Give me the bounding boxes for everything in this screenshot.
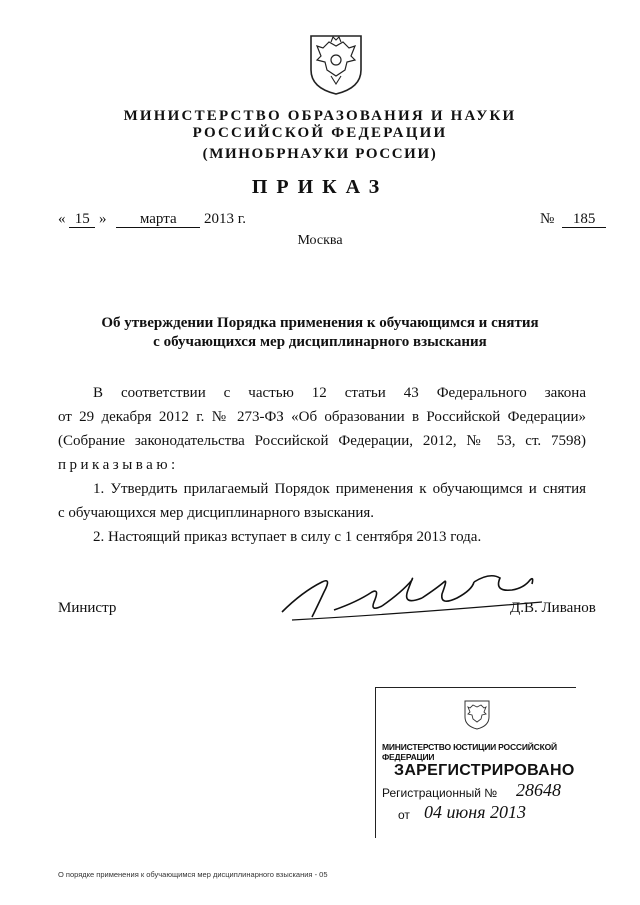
order-number (540, 211, 606, 228)
body-line-1: В соответствии с частью 12 статьи 43 Федерального закона (93, 385, 586, 401)
stamp-date-label: от (398, 808, 410, 822)
quote-open: « (58, 211, 66, 227)
order-body (58, 381, 586, 549)
order-date (58, 211, 246, 228)
document-type-title: ПРИКАЗ (251, 176, 389, 198)
handwritten-signature (262, 562, 562, 632)
coat-of-arms-icon (305, 30, 367, 96)
order-title (0, 314, 640, 352)
ministry-short-name: (МИНОБРНАУКИ РОССИИ) (202, 146, 438, 162)
ministry-name-line1: МИНИСТЕРСТВО ОБРАЗОВАНИЯ И НАУКИ (123, 108, 517, 124)
body-line-3: (Собрание законодательства Российской Федерации, 2012, № 53, ст. 7598) (58, 433, 586, 449)
stamp-date-value: 04 июня 2013 (424, 802, 526, 822)
order-title-line2: с обучающихся мер дисциплинарного взыскания (153, 334, 487, 350)
order-title-line1: Об утверждении Порядка применения к обучающимся и снятия (101, 315, 539, 331)
body-line-2: от 29 декабря 2012 г. № 273-ФЗ «Об образовании в Российской Федерации» (58, 409, 586, 425)
order-day: 15 (69, 212, 95, 228)
stamp-reg-number: 28648 (516, 780, 561, 800)
stamp-emblem-icon (462, 698, 492, 730)
signatory-name: Д.В. Ливанов (510, 600, 596, 616)
body-line-4: приказываю: (58, 457, 179, 473)
stamp-department: МИНИСТЕРСТВО ЮСТИЦИИ РОССИЙСКОЙ ФЕДЕРАЦИИ (382, 742, 557, 762)
order-month: марта (116, 212, 200, 228)
number-label: № (540, 211, 555, 227)
footer-note: О порядке применения к обучающимся мер дисциплинарного взыскания - 05 (58, 870, 328, 879)
item-2: 2. Настоящий приказ вступает в силу с 1 сентября 2013 года. (93, 529, 482, 545)
item-1-line-1: 1. Утвердить прилагаемый Порядок применения к обучающимся и снятия (93, 481, 586, 497)
number-value: 185 (562, 212, 606, 228)
order-year: 2013 г. (204, 211, 246, 227)
item-1-line-2: с обучающихся мер дисциплинарного взыскания. (58, 505, 375, 521)
stamp-registered: ЗАРЕГИСТРИРОВАНО (394, 762, 575, 779)
registration-stamp (375, 687, 576, 838)
stamp-reg-number-label: Регистрационный № (382, 786, 498, 800)
order-city: Москва (297, 233, 343, 248)
quote-close: » (99, 211, 107, 227)
ministry-name-line2: РОССИЙСКОЙ ФЕДЕРАЦИИ (192, 125, 448, 141)
signatory-position: Министр (58, 600, 117, 616)
